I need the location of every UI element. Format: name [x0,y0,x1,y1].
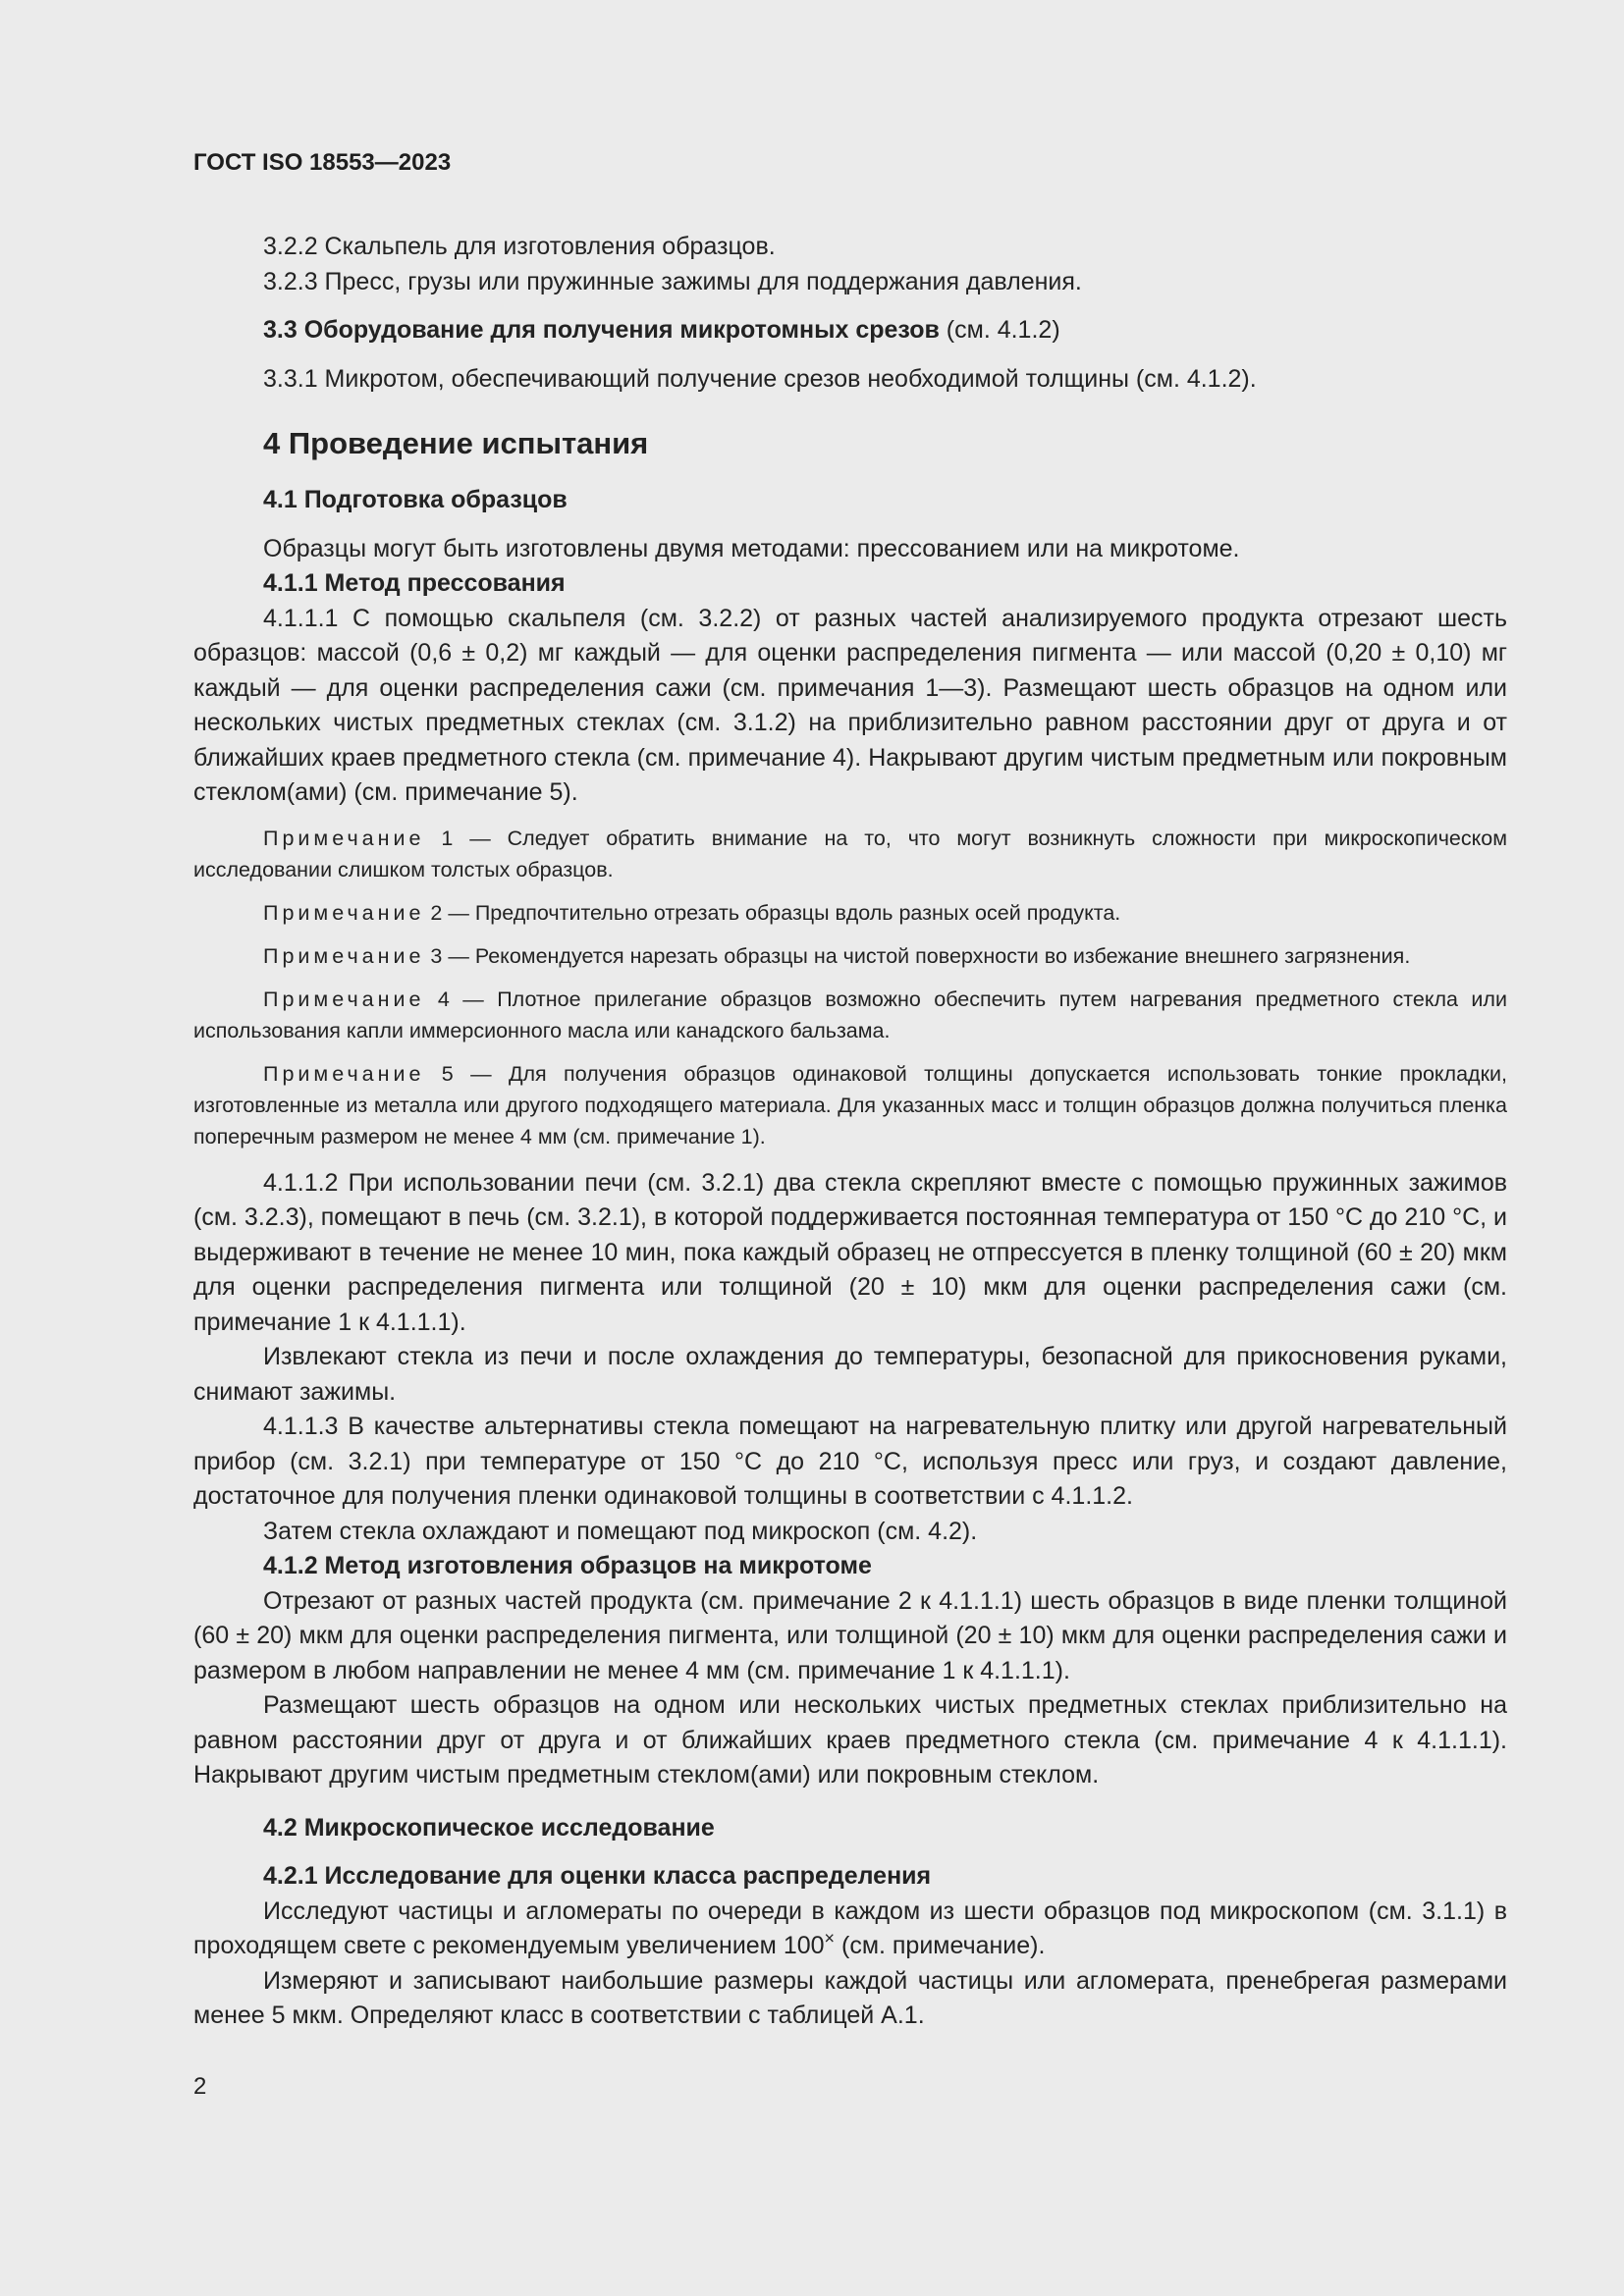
paragraph-4-1-2-a: Отрезают от разных частей продукта (см. примечание 2 к 4.1.1.1) шесть образцов в виде пленки толщиной (60 ± 20) мкм для оценки распределения пигмента, или толщиной (20 ± 10) мкм для оценки распределения сажи и размером в любом направлении не менее 4 мм (см. примечание 1 к 4.1.1.1). [193,1586,1507,1684]
paragraph-4-1-2-b: Размещают шесть образцов на одном или нескольких чистых предметных стеклах приблизительно на равном расстоянии друг от друга и от ближайших краев предметного стекла (см. примечание 4 к 4.1.1.1). Накрывают другим чистым предметным стеклом(ами) или покровным стеклом. [193,1691,1507,1789]
note-label: Примечание [263,1061,425,1086]
heading-3-3-ref: (см. 4.1.2) [939,316,1060,344]
note-5 [193,1058,1507,1152]
paragraph-4-1: Образцы могут быть изготовлены двумя методами: прессованием или на микротоме. [263,534,1240,562]
heading-4-2-1: 4.2.1 Исследование для оценки класса распределения [263,1862,932,1890]
note-text: 2 — Предпочтительно отрезать образцы вдоль разных осей продукта. [424,900,1121,925]
note-label: Примечание [263,900,425,925]
paragraph-4-1-1-2-cont: Извлекают стекла из печи и после охлаждения до температуры, безопасной для прикосновения руками, снимают зажимы. [193,1343,1507,1406]
paragraph-4-2-1-a [193,1895,1507,1964]
note-text: 4 — Плотное прилегание образцов возможно обеспечить путем нагревания предметного стекла или использования капли иммерсионного масла или канадского бальзама. [193,987,1507,1042]
note-label: Примечание [263,987,425,1011]
paragraph-4-2-1-b: Измеряют и записывают наибольшие размеры каждой частицы или агломерата, пренебрегая размерами менее 5 мкм. Определяют класс в соответствии с таблицей А.1. [193,1966,1507,2029]
paragraph-4-1-1-2: 4.1.1.2 При использовании печи (см. 3.2.1) два стекла скрепляют вместе с помощью пружинных зажимов (см. 3.2.3), помещают в печь (см. 3.2.1), в которой поддерживается постоянная температура от 150 °C до 210 °C, и выдерживают в течение не менее 10 мин, пока каждый образец не отпрессуется в пленку толщиной (60 ± 20) мкм для оценки распределения пигмента или толщиной (20 ± 10) мкм для оценки распределения сажи (см. примечание 1 к 4.1.1.1). [193,1168,1507,1336]
note-text: 5 — Для получения образцов одинаковой толщины допускается использовать тонкие прокладки, изготовленные из металла или другого подходящего материала. Для указанных масс и толщин образцов должна получиться пленка поперечным размером не менее 4 мм (см. примечание 1). [193,1061,1507,1148]
heading-4-2: 4.2 Микроскопическое исследование [263,1813,715,1842]
item-3-2-2: 3.2.2 Скальпель для изготовления образцов. [263,233,776,260]
note-1 [193,823,1507,885]
paragraph-4-1-1-3: 4.1.1.3 В качестве альтернативы стекла помещают на нагревательную плитку или другой нагревательный прибор (см. 3.2.1) при температуре от 150 °C до 210 °C, используя пресс или груз, и создают давление, достаточное для получения пленки одинаковой толщины в соответствии с 4.1.1.2. [193,1413,1507,1510]
note-label: Примечание [263,943,425,968]
note-text: 1 — Следует обратить внимание на то, что могут возникнуть сложности при микроскопическом исследовании слишком толстых образцов. [193,826,1507,881]
document-page [193,147,1507,2034]
paragraph-4-2-1-a-end: (см. примечание). [835,1932,1046,1959]
document-header: ГОСТ ISO 18553—2023 [193,149,452,176]
heading-4-1-1: 4.1.1 Метод прессования [263,569,566,597]
note-label: Примечание [263,826,425,850]
paragraph-4-1-1-3-cont: Затем стекла охлаждают и помещают под микроскоп (см. 4.2). [263,1517,978,1545]
paragraph-4-2-1-a-text: Исследуют частицы и агломераты по очереди в каждом из шести образцов под микроскопом (см. 3.1.1) в проходящем свете с рекомендуемым увеличением 100 [193,1896,1507,1959]
magnification-sign: × [824,1928,836,1949]
note-text: 3 — Рекомендуется нарезать образцы на чистой поверхности во избежание внешнего загрязнения. [424,943,1411,968]
note-3 [193,940,1507,972]
paragraph-4-1-1-1: 4.1.1.1 С помощью скальпеля (см. 3.2.2) от разных частей анализируемого продукта отрезают шесть образцов: массой (0,6 ± 0,2) мг каждый — для оценки распределения пигмента — или массой (0,20 ± 0,10) мг каждый — для оценки распределения сажи (см. примечания 1—3). Размещают шесть образцов на одном или нескольких чистых предметных стеклах (см. 3.1.2) на приблизительно равном расстоянии друг от друга и от ближайших краев предметного стекла (см. примечание 4). Накрывают другим чистым предметным или покровным стеклом(ами) (см. примечание 5). [193,604,1507,806]
item-3-2-3: 3.2.3 Пресс, грузы или пружинные зажимы для поддержания давления. [263,267,1082,295]
page-number: 2 [193,2073,207,2100]
section-4-title: 4 Проведение испытания [263,426,649,460]
note-4 [193,984,1507,1046]
heading-3-3 [193,313,1507,348]
heading-4-1: 4.1 Подготовка образцов [263,486,568,513]
heading-3-3-title: 3.3 Оборудование для получения микротомных срезов [263,316,940,344]
item-3-3-1: 3.3.1 Микротом, обеспечивающий получение срезов необходимой толщины (см. 4.1.2). [263,364,1257,393]
note-2 [193,897,1507,929]
heading-4-1-2: 4.1.2 Метод изготовления образцов на микротоме [263,1552,872,1579]
